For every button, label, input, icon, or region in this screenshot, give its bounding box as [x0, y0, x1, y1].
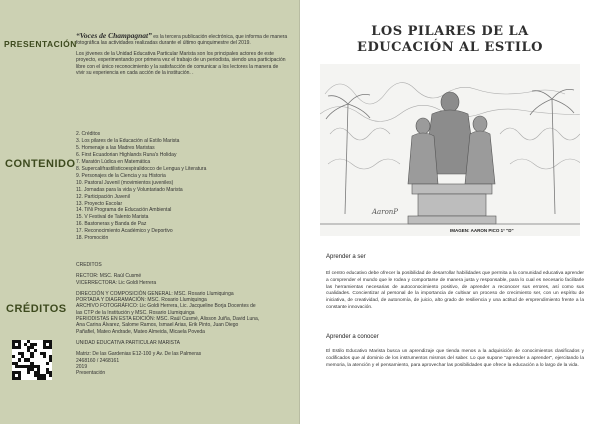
credits-line: Ana Carina Álvarez, Salome Ramos, Ismael Arias, Erik Pinto, Juan Diego: [76, 322, 239, 329]
credits-line: ARCHIVO FOTOGRÁFICO: Lic Goldi Herrera, Lic. Jacqueline Borja Docentes de: [76, 303, 256, 310]
credits-line: 2019: [76, 363, 88, 370]
contents-item: 5. Homenaje a las Madres Maristas: [76, 144, 155, 151]
credits-line: RECTOR: MSC. Raúl Cusmé: [76, 273, 142, 280]
credits-line: PORTADA Y DIAGRAMACIÓN: MSC. Rosario Llumiquinga: [76, 297, 207, 304]
pencil-sketch-image: [320, 64, 580, 236]
title-line-1: LOS PILARES DE LA: [371, 24, 529, 39]
contents-item: 16. Bastoneras y Banda de Paz: [76, 221, 147, 228]
credits-line: DIRECCIÓN Y COMPOSICIÓN GENERAL: MSC. Rosario Llumiquinga: [76, 290, 234, 297]
qr-module: [49, 358, 52, 361]
article-title: [300, 24, 600, 56]
magazine-title: “Voces de Champagnat”: [76, 31, 152, 40]
qr-code[interactable]: [12, 340, 52, 380]
credits-block: [76, 262, 291, 376]
presentation-text: [76, 33, 288, 80]
contents-item: 9. Personajes de la Ciencia y su Historia: [76, 172, 166, 179]
credits-line: Matriz: De las Gardenias E12-100 y Av. De las Palmeras: [76, 351, 202, 358]
contents-item: 3. Los pilares de la Educación al Estilo Marista: [76, 137, 180, 144]
contents-item: 14. TiNi Programa de Educación Ambiental: [76, 207, 172, 214]
presentation-label: PRESENTACIÓN: [4, 39, 77, 49]
contents-list: [76, 131, 291, 242]
qr-module: [43, 355, 46, 358]
contents-item: 7. Maratón Lúdica en Matemática: [76, 158, 151, 165]
contents-item: 17. Reconocimiento Académico y Deportivo: [76, 228, 173, 235]
contents-item: 15. V Festival de Talento Marista: [76, 214, 149, 221]
contents-item: 8. Supercalifrastilisticoespiralidocco de Lengua y Literatura: [76, 165, 207, 172]
qr-module: [27, 371, 30, 374]
contents-item: 11. Jornadas para la vida y Voluntariado Marista: [76, 186, 183, 193]
qr-module: [18, 346, 21, 349]
credits-label: CRÉDITOS: [6, 303, 67, 315]
svg-text:AaronP: AaronP: [372, 208, 399, 216]
presentation-paragraph-2: Los jóvenes de la Unidad Educativa Particular Marista son los principales actores de este proyecto, experimentando por primera vez el trabajo de un periodista, siendo una participación libre con el único reconocimiento y la satisfacción de comunicar a los lectores la manera de vivir su experiencia en cada acción de la institución. .: [76, 50, 286, 77]
qr-module: [46, 362, 49, 365]
credits-line: las CTP de la Institución y MSC. Rosario Llumiquinga: [76, 309, 195, 316]
credits-line: VICERRECTORA: Lic Goldi Herrera: [76, 279, 157, 286]
credits-line: Pañafiel, Mateo Andrade, Mateo Almeida, Micaela Poveda: [76, 328, 205, 335]
section-heading-aprender-a-conocer: Aprender a conocer: [326, 334, 379, 340]
credits-line: PERIODISTAS EN ESTA EDICIÓN: MSC. Raúl Cusmé, Alisson Juiña, David Luna,: [76, 316, 260, 323]
credits-line: Presentación: [76, 370, 106, 377]
image-caption: IMAGEN: AARON PICO 1° "D": [450, 228, 514, 233]
qr-module: [18, 358, 21, 361]
qr-module: [49, 346, 52, 349]
qr-module: [34, 349, 37, 352]
qr-module: [43, 377, 46, 380]
contents-item: 10. Pastoral Juvenil (movimientos juveniles): [76, 179, 174, 186]
section-paragraph-2: El Estilo Educativo Marista busca un aprendizaje que tienda menos a la adquisición de conocimientos clasificados y codificados que al dominio de los instrumentos mismos del saber. Lo que supone "aprender a aprender", ejercitando la memoria, la atención y el pensamiento, para aprovechar las posibilidades que ofrece la educación a lo largo de la vida.: [326, 349, 584, 368]
contents-item: 2. Créditos: [76, 131, 101, 137]
qr-module: [34, 343, 37, 346]
contents-item: 12. Participación Juvenil: [76, 193, 130, 200]
contents-item: 13. Proyecto Escolar: [76, 200, 123, 207]
credits-heading: CREDITOS: [76, 262, 102, 268]
qr-module: [30, 355, 33, 358]
credits-line: 2468160 / 2468161: [76, 357, 120, 364]
qr-module: [12, 355, 15, 358]
qr-module: [18, 377, 21, 380]
qr-module: [49, 374, 52, 377]
credits-line: UNIDAD EDUCATIVA PARTICULAR MARISTA: [76, 339, 180, 346]
section-heading-aprender-a-ser: Aprender a ser: [326, 254, 366, 260]
title-line-2: EDUCACIÓN AL ESTILO: [357, 40, 543, 55]
section-paragraph-1: El centro educativo debe ofrecer la posibilidad de desarrollar habilidades que permita a la comunidad educativa aprender a comprender el mundo que le rodea y comportarse de manera justa y responsable, para lo cual es necesario facilitarle las herramientas necesarias de autoconocimiento positivo, de aprender a reconocer sus errores, así como sus cualidades. Concientizar al personal de la importancia de cultivar un proceso de crecimiento ser, con un espíritu de iniciativa, de creatividad, de autonomía, de juicio, alto grado de resiliencia y una actitud de emprendimiento frente a la constante innovación.: [326, 271, 584, 310]
presentation-paragraph-1: [76, 33, 288, 47]
contents-item: 18. Promoción: [76, 235, 109, 242]
contents-label: CONTENIDO: [5, 158, 76, 170]
contents-item: 6. First Ecuadorian Highlands Runa's Holiday: [76, 151, 177, 158]
presentation-p1-text: es la tercera publicación electrónica, que informa de manera fotográfica las actividades realizadas durante el último quinquimestre del 2019.: [76, 34, 288, 47]
